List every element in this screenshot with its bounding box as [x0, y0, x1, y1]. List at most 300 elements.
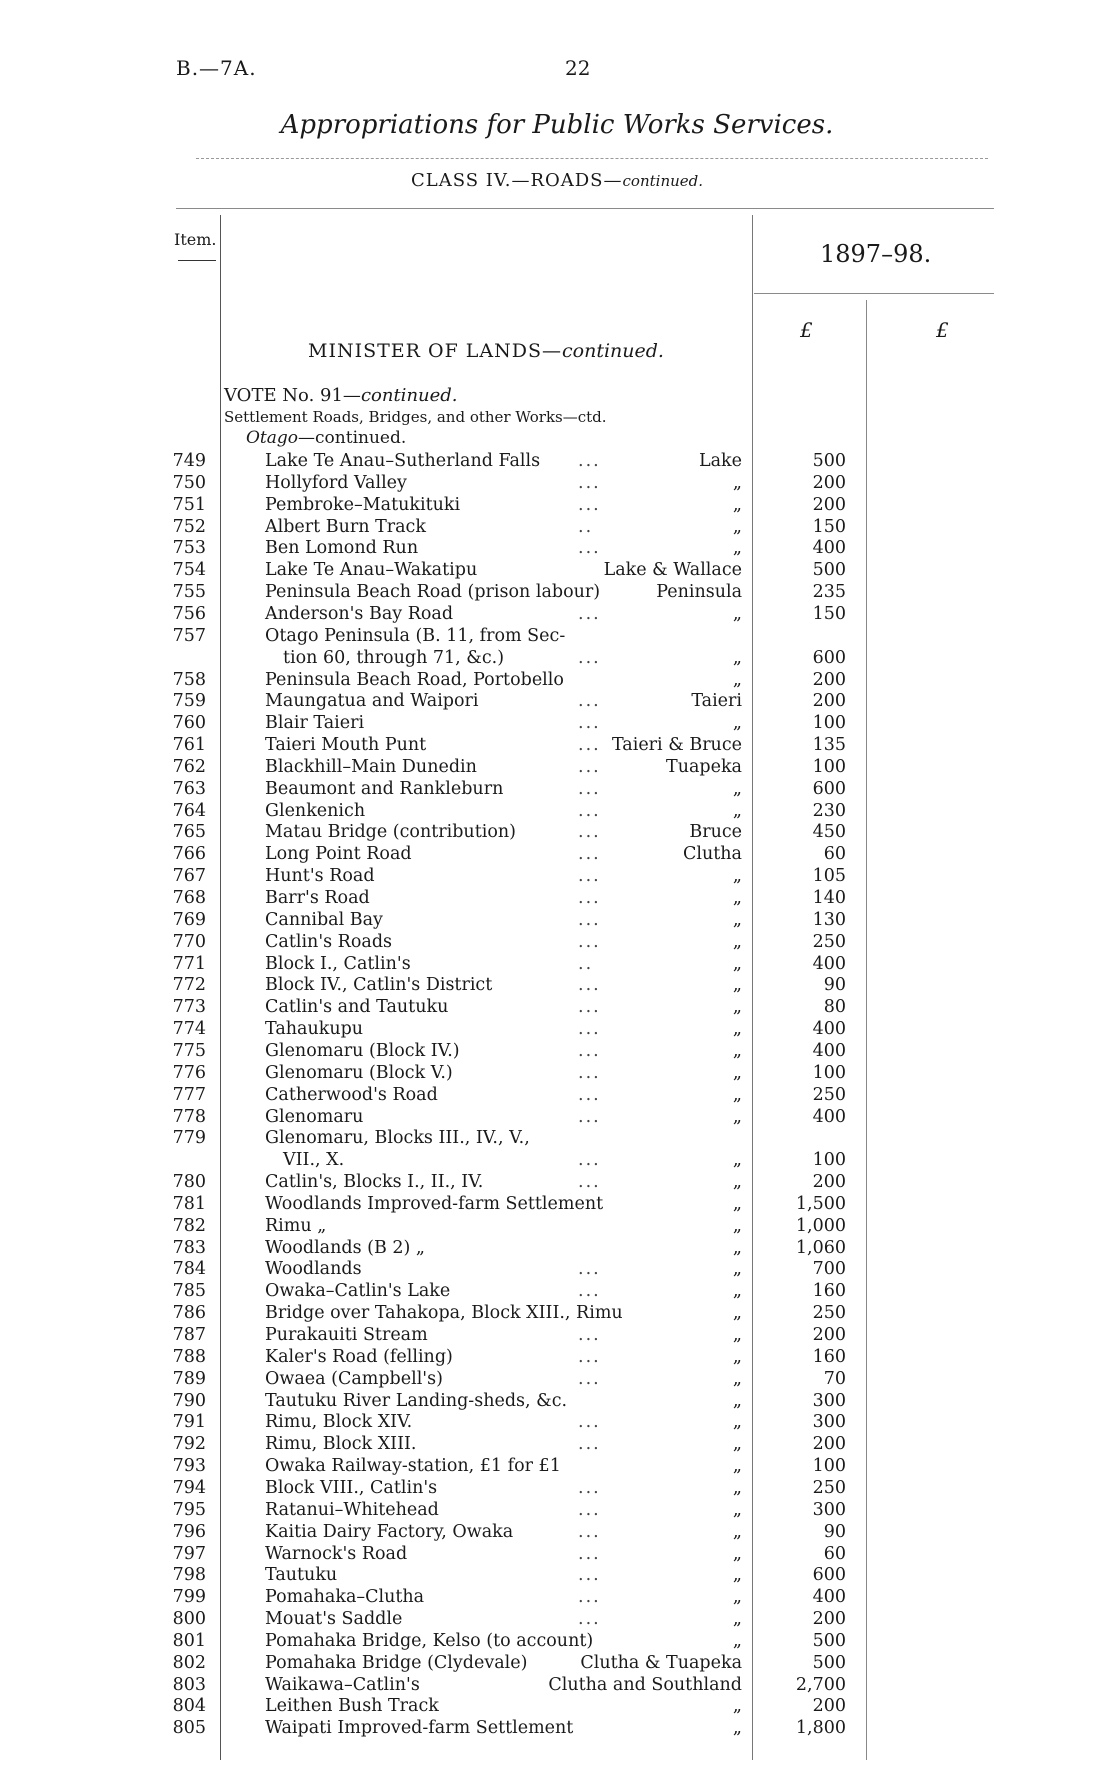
work-name: Kaitia Dairy Factory, Owaka — [265, 1521, 514, 1542]
amount-value: 100 — [812, 1456, 846, 1477]
work-name: Leithen Bush Track — [265, 1696, 439, 1717]
leader-dots: ... — [578, 538, 601, 559]
district-name: „ — [732, 1477, 742, 1498]
district-name: „ — [732, 1259, 742, 1280]
district-name: Tuapeka — [666, 756, 742, 777]
table-row — [0, 1149, 1114, 1171]
work-name: Block VIII., Catlin's — [265, 1477, 438, 1498]
district-name: „ — [732, 1346, 742, 1367]
leader-dots: ... — [578, 1019, 601, 1040]
item-column-header: Item. — [174, 230, 217, 249]
work-name: Ratanui–Whitehead — [265, 1499, 439, 1520]
item-number: 770 — [172, 931, 206, 952]
table-row — [0, 1717, 1114, 1739]
item-number: 760 — [172, 713, 206, 734]
leader-dots: ... — [578, 1106, 601, 1127]
item-number: 780 — [172, 1172, 206, 1193]
item-number: 755 — [172, 582, 206, 603]
work-name: Catlin's, Blocks I., II., IV. — [265, 1172, 484, 1193]
leader-dots: ... — [578, 1609, 601, 1630]
work-name: Beaumont and Rankleburn — [265, 778, 504, 799]
table-row — [0, 1586, 1114, 1608]
amount-value: 1,000 — [795, 1215, 846, 1236]
work-name: Tahaukupu — [265, 1019, 364, 1040]
work-name: Mouat's Saddle — [265, 1609, 403, 1630]
table-row — [0, 1171, 1114, 1193]
item-number: 778 — [172, 1106, 206, 1127]
item-number: 785 — [172, 1281, 206, 1302]
table-row — [0, 953, 1114, 975]
work-name: Albert Burn Track — [265, 516, 426, 537]
district-name: Taieri — [691, 691, 742, 712]
leader-dots: ... — [578, 1434, 601, 1455]
district-name: „ — [732, 603, 742, 624]
item-number: 777 — [172, 1084, 206, 1105]
amount-value: 200 — [812, 1172, 846, 1193]
work-name: Bridge over Tahakopa, Block XIII., Rimu — [265, 1303, 623, 1324]
work-name: Pembroke–Matukituki — [265, 494, 461, 515]
district-name: „ — [732, 931, 742, 952]
amount-value: 90 — [823, 975, 846, 996]
district-name: Lake — [698, 451, 742, 471]
item-number: 789 — [172, 1368, 206, 1389]
item-number: 800 — [172, 1609, 206, 1630]
leader-dots: ... — [578, 909, 601, 930]
year-rule — [754, 293, 994, 294]
leader-dots: ... — [578, 472, 601, 493]
district-name: „ — [732, 953, 742, 974]
work-name: Matau Bridge (contribution) — [265, 822, 516, 843]
item-number: 802 — [172, 1652, 206, 1673]
leader-dots: ... — [578, 691, 601, 712]
work-name: Rimu, Block XIV. — [265, 1412, 413, 1433]
item-number: 772 — [172, 975, 206, 996]
amount-value: 500 — [812, 1652, 846, 1673]
leader-dots: ... — [578, 1150, 601, 1171]
work-name: Catlin's and Tautuku — [265, 997, 449, 1018]
leader-dots: ... — [578, 1412, 601, 1433]
leader-dots: ... — [578, 888, 601, 908]
leader-dots: ... — [578, 975, 601, 996]
amount-value: 130 — [812, 909, 846, 930]
amount-value: 1,060 — [795, 1237, 846, 1258]
amount-value: 60 — [823, 844, 846, 865]
table-row — [0, 1674, 1114, 1696]
work-name: Owaka Railway-station, £1 for £1 — [265, 1456, 561, 1477]
work-name: Lake Te Anau–Wakatipu — [265, 560, 478, 581]
leader-dots: ... — [578, 822, 601, 843]
otago-heading-cont: —continued. — [298, 428, 407, 448]
work-name: Woodlands Improved-farm Settlement — [265, 1193, 604, 1214]
amount-value: 400 — [812, 1106, 846, 1127]
table-row — [0, 1127, 1114, 1149]
item-number: 786 — [172, 1303, 206, 1324]
table-row — [0, 647, 1114, 669]
work-name: Hunt's Road — [265, 866, 375, 887]
amount-value: 200 — [812, 472, 846, 493]
item-number: 779 — [172, 1128, 206, 1149]
work-name: Owaka–Catlin's Lake — [265, 1281, 451, 1302]
year-header: 1897–98. — [820, 240, 932, 268]
leader-dots: ... — [578, 844, 601, 865]
district-name: Taieri & Bruce — [611, 735, 742, 756]
amount-value: 400 — [812, 1587, 846, 1608]
item-number: 795 — [172, 1499, 206, 1520]
leader-dots: ... — [578, 1521, 601, 1542]
district-name: „ — [732, 1565, 742, 1586]
amount-value: 300 — [812, 1390, 846, 1411]
work-name: Taieri Mouth Punt — [265, 735, 427, 756]
table-row — [0, 887, 1114, 909]
work-name: Woodlands (B 2) „ — [265, 1237, 425, 1258]
item-number: 764 — [172, 800, 206, 821]
district-name: „ — [732, 472, 742, 493]
amount-value: 235 — [812, 582, 846, 603]
leader-dots: ... — [578, 997, 601, 1018]
leader-dots: ... — [578, 647, 601, 668]
table-row — [0, 800, 1114, 822]
table-row — [0, 1564, 1114, 1586]
work-name: Rimu, Block XIII. — [265, 1434, 417, 1455]
work-name: Peninsula Beach Road, Portobello — [265, 669, 564, 690]
item-number: 782 — [172, 1215, 206, 1236]
table-row — [0, 1368, 1114, 1390]
district-name: Clutha & Tuapeka — [580, 1652, 742, 1673]
item-number: 762 — [172, 756, 206, 777]
table-row — [0, 1390, 1114, 1412]
amount-value: 400 — [812, 953, 846, 974]
item-number: 757 — [172, 625, 206, 646]
work-name: Glenomaru (Block IV.) — [265, 1040, 460, 1061]
item-number: 753 — [172, 538, 206, 559]
leader-dots: ... — [578, 1565, 601, 1586]
table-row — [0, 472, 1114, 494]
leader-dots: ... — [578, 1499, 601, 1520]
district-name: „ — [732, 1215, 742, 1236]
district-name: „ — [732, 647, 742, 668]
work-name: Glenomaru (Block V.) — [265, 1062, 453, 1083]
work-name: Peninsula Beach Road (prison labour) — [265, 582, 601, 603]
pound-symbol-amount: £ — [800, 318, 813, 342]
district-name: „ — [732, 1106, 742, 1127]
otago-heading — [246, 428, 406, 448]
item-number: 773 — [172, 997, 206, 1018]
work-name: Cannibal Bay — [265, 909, 383, 930]
item-number: 775 — [172, 1040, 206, 1061]
item-number: 804 — [172, 1696, 206, 1717]
work-name: Tautuku River Landing-sheds, &c. — [265, 1390, 568, 1411]
amount-value: 60 — [823, 1543, 846, 1564]
work-name: Blair Taieri — [265, 713, 365, 734]
amount-value: 400 — [812, 1040, 846, 1061]
table-row — [0, 1106, 1114, 1128]
item-number: 767 — [172, 866, 206, 887]
district-name: „ — [732, 1609, 742, 1630]
table-row — [0, 734, 1114, 756]
item-number: 781 — [172, 1193, 206, 1214]
work-name: Pomahaka–Clutha — [265, 1587, 425, 1608]
amount-value: 400 — [812, 1019, 846, 1040]
leader-dots: ... — [578, 1084, 601, 1105]
amount-value: 200 — [812, 1434, 846, 1455]
table-row — [0, 1062, 1114, 1084]
district-name: „ — [732, 713, 742, 734]
work-name: Barr's Road — [265, 888, 370, 908]
district-name: „ — [732, 1019, 742, 1040]
work-name: Glenkenich — [265, 800, 366, 821]
district-name: „ — [732, 1172, 742, 1193]
work-name: Pomahaka Bridge (Clydevale) — [265, 1652, 528, 1673]
item-number: 788 — [172, 1346, 206, 1367]
table-row — [0, 1324, 1114, 1346]
district-name: „ — [732, 1281, 742, 1302]
table-row — [0, 1411, 1114, 1433]
district-name: „ — [732, 494, 742, 515]
table-row — [0, 494, 1114, 516]
work-name: Catherwood's Road — [265, 1084, 438, 1105]
otago-heading-main: Otago — [246, 428, 299, 448]
district-name: „ — [732, 1630, 742, 1651]
leader-dots: ... — [578, 866, 601, 887]
amount-value: 200 — [812, 691, 846, 712]
item-number: 794 — [172, 1477, 206, 1498]
class-heading — [0, 170, 1114, 191]
table-row — [0, 1346, 1114, 1368]
table-row — [0, 450, 1114, 472]
work-name: Tautuku — [265, 1565, 338, 1586]
item-number: 801 — [172, 1630, 206, 1651]
amount-value: 400 — [812, 538, 846, 559]
table-row — [0, 778, 1114, 800]
page-title: Appropriations for Public Works Services. — [280, 110, 834, 140]
district-name: „ — [732, 1084, 742, 1105]
amount-value: 500 — [812, 451, 846, 471]
work-name: Glenomaru, Blocks III., IV., V., — [265, 1128, 530, 1149]
table-row — [0, 1302, 1114, 1324]
table-row — [0, 1193, 1114, 1215]
item-number: 759 — [172, 691, 206, 712]
table-row — [0, 1215, 1114, 1237]
table-row — [0, 1433, 1114, 1455]
amount-value: 200 — [812, 494, 846, 515]
amount-value: 250 — [812, 1303, 846, 1324]
leader-dots: ... — [578, 1062, 601, 1083]
table-row — [0, 1280, 1114, 1302]
district-name: „ — [732, 778, 742, 799]
item-number: 749 — [172, 451, 206, 471]
item-number: 756 — [172, 603, 206, 624]
district-name: „ — [732, 669, 742, 690]
item-number: 791 — [172, 1412, 206, 1433]
work-name: Hollyford Valley — [265, 472, 407, 493]
amount-value: 1,500 — [795, 1193, 846, 1214]
table-row — [0, 909, 1114, 931]
work-name: Purakauiti Stream — [265, 1325, 428, 1345]
district-name: Clutha — [683, 844, 742, 865]
work-name: Glenomaru — [265, 1106, 364, 1127]
item-number: 793 — [172, 1456, 206, 1477]
amount-value: 300 — [812, 1412, 846, 1433]
item-number: 750 — [172, 472, 206, 493]
work-name: Otago Peninsula (B. 11, from Sec- — [265, 625, 566, 646]
amount-value: 250 — [812, 1477, 846, 1498]
work-name: Owaea (Campbell's) — [265, 1368, 443, 1389]
district-name: „ — [732, 1040, 742, 1061]
vote-heading-main: VOTE No. 91— — [224, 385, 361, 406]
work-name: Catlin's Roads — [265, 931, 393, 952]
work-name: Blackhill–Main Dunedin — [265, 756, 477, 777]
amount-value: 230 — [812, 800, 846, 821]
amount-value: 90 — [823, 1521, 846, 1542]
leader-dots: ... — [578, 1172, 601, 1193]
table-row — [0, 1695, 1114, 1717]
item-number: 771 — [172, 953, 206, 974]
leader-dots: ... — [578, 1346, 601, 1367]
pound-symbol-total: £ — [936, 318, 949, 342]
amount-value: 200 — [812, 1325, 846, 1345]
leader-dots: ... — [578, 713, 601, 734]
item-number: 766 — [172, 844, 206, 865]
district-name: „ — [732, 1434, 742, 1455]
district-name: „ — [732, 1543, 742, 1564]
work-name: Waipati Improved-farm Settlement — [265, 1718, 574, 1739]
district-name: „ — [732, 1521, 742, 1542]
item-number: 763 — [172, 778, 206, 799]
table-row — [0, 843, 1114, 865]
table-row — [0, 690, 1114, 712]
leader-dots: ... — [578, 1040, 601, 1061]
work-name: Block IV., Catlin's District — [265, 975, 493, 996]
amount-value: 500 — [812, 1630, 846, 1651]
table-row — [0, 516, 1114, 538]
item-number: 752 — [172, 516, 206, 537]
amount-value: 100 — [812, 713, 846, 734]
work-name: Pomahaka Bridge, Kelso (to account) — [265, 1630, 594, 1651]
amount-value: 160 — [812, 1346, 846, 1367]
work-name: Long Point Road — [265, 844, 412, 865]
item-number: 783 — [172, 1237, 206, 1258]
amount-value: 600 — [812, 778, 846, 799]
item-number: 803 — [172, 1674, 206, 1695]
district-name: „ — [732, 1150, 742, 1171]
class-heading-cont: continued. — [622, 172, 704, 190]
table-row — [0, 1018, 1114, 1040]
amount-value: 100 — [812, 756, 846, 777]
amount-value: 200 — [812, 669, 846, 690]
work-name: Maungatua and Waipori — [265, 691, 479, 712]
item-number: 798 — [172, 1565, 206, 1586]
district-name: „ — [732, 1303, 742, 1324]
table-row — [0, 996, 1114, 1018]
page-number: 22 — [565, 56, 591, 80]
vote-heading — [224, 385, 458, 406]
item-number: 774 — [172, 1019, 206, 1040]
item-number: 768 — [172, 888, 206, 908]
district-name: „ — [732, 1499, 742, 1520]
district-name: „ — [732, 997, 742, 1018]
district-name: Peninsula — [656, 582, 742, 603]
leader-dots: ... — [578, 1259, 601, 1280]
amount-value: 135 — [812, 735, 846, 756]
district-name: „ — [732, 538, 742, 559]
leader-dots: .. — [578, 516, 594, 537]
leader-dots: ... — [578, 1477, 601, 1498]
work-name: tion 60, through 71, &c.) — [283, 647, 505, 668]
district-name: Bruce — [689, 822, 742, 843]
district-name: Clutha and Southland — [548, 1674, 742, 1695]
item-number: 765 — [172, 822, 206, 843]
table-row — [0, 931, 1114, 953]
work-name: Waikawa–Catlin's — [265, 1674, 420, 1695]
item-number: 797 — [172, 1543, 206, 1564]
minister-heading-main: MINISTER OF LANDS— — [308, 340, 563, 362]
leader-dots: ... — [578, 603, 601, 624]
leader-dots: .. — [578, 953, 594, 974]
leader-dots: ... — [578, 1587, 601, 1608]
table-row — [0, 1521, 1114, 1543]
table-row — [0, 603, 1114, 625]
item-number: 805 — [172, 1718, 206, 1739]
table-row — [0, 537, 1114, 559]
table-row — [0, 974, 1114, 996]
header-rule — [176, 208, 994, 209]
amount-value: 150 — [812, 516, 846, 537]
amount-value: 600 — [812, 1565, 846, 1586]
district-name: „ — [732, 1587, 742, 1608]
table-row — [0, 756, 1114, 778]
amount-value: 200 — [812, 1696, 846, 1717]
leader-dots: ... — [578, 778, 601, 799]
table-row — [0, 559, 1114, 581]
district-name: Lake & Wallace — [603, 560, 742, 581]
district-name: „ — [732, 909, 742, 930]
leader-dots: ... — [578, 1368, 601, 1389]
top-rule-dashed — [196, 158, 988, 159]
table-row — [0, 1040, 1114, 1062]
amount-value: 500 — [812, 560, 846, 581]
table-row — [0, 1258, 1114, 1280]
work-name: Anderson's Bay Road — [265, 603, 454, 624]
table-row — [0, 669, 1114, 691]
district-name: „ — [732, 1412, 742, 1433]
district-name: „ — [732, 800, 742, 821]
table-row — [0, 712, 1114, 734]
leader-dots: ... — [578, 800, 601, 821]
item-number: 758 — [172, 669, 206, 690]
minister-heading-cont: continued. — [562, 340, 664, 362]
work-name: Kaler's Road (felling) — [265, 1346, 453, 1367]
class-heading-main: CLASS IV.—ROADS— — [410, 170, 623, 191]
district-name: „ — [732, 1062, 742, 1083]
amount-value: 300 — [812, 1499, 846, 1520]
table-row — [0, 1477, 1114, 1499]
item-number: 792 — [172, 1434, 206, 1455]
item-number: 799 — [172, 1587, 206, 1608]
table-row — [0, 1630, 1114, 1652]
leader-dots: ... — [578, 756, 601, 777]
district-name: „ — [732, 975, 742, 996]
page-header-ref: B.—7A. — [176, 56, 257, 80]
item-number: 796 — [172, 1521, 206, 1542]
district-name: „ — [732, 888, 742, 908]
leader-dots: ... — [578, 1543, 601, 1564]
table-row — [0, 625, 1114, 647]
amount-value: 140 — [812, 888, 846, 908]
leader-dots: ... — [578, 735, 601, 756]
amount-value: 160 — [812, 1281, 846, 1302]
item-header-underline — [178, 260, 216, 261]
table-row — [0, 581, 1114, 603]
